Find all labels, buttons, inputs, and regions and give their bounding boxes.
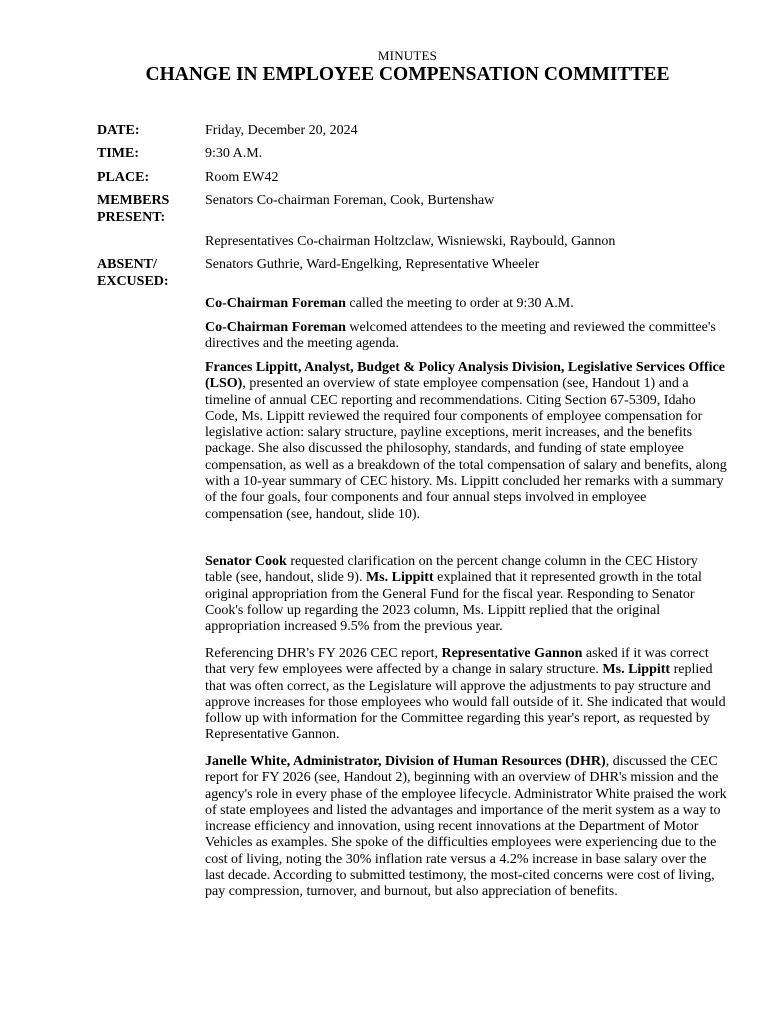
members-present-label bbox=[97, 192, 169, 226]
speaker-name: Co-Chairman Foreman bbox=[205, 320, 346, 335]
speaker-name: Representative Gannon bbox=[441, 646, 583, 661]
date-value: Friday, December 20, 2024 bbox=[205, 123, 358, 138]
paragraph-welcome bbox=[205, 320, 727, 353]
paragraph-dhr-report bbox=[205, 754, 727, 901]
speaker-name: Janelle White, Administrator, Division of Human Resources (DHR) bbox=[205, 754, 606, 769]
absent-label-line-2: EXCUSED: bbox=[97, 274, 169, 289]
members-label-line-1: MEMBERS bbox=[97, 193, 170, 208]
committee-title: CHANGE IN EMPLOYEE COMPENSATION COMMITTEE bbox=[145, 64, 670, 85]
paragraph-text: requested clarification on the percent change column in the CEC History table (see, handout, slide 9). bbox=[205, 554, 698, 586]
absent-label-line-1: ABSENT/ bbox=[97, 257, 157, 272]
members-label-line-2: PRESENT: bbox=[97, 210, 166, 225]
time-value: 9:30 A.M. bbox=[205, 146, 263, 161]
paragraph-call-to-order bbox=[205, 296, 727, 312]
speaker-name: Frances Lippitt, Analyst, Budget & Policy Analysis Division, Legislative Services Office (LSO) bbox=[205, 360, 725, 392]
place-value: Room EW42 bbox=[205, 170, 279, 185]
paragraph-lso-presentation bbox=[205, 360, 727, 523]
speaker-name: Co-Chairman Foreman bbox=[205, 296, 346, 311]
paragraph-text: replied that was often correct, as the Legislature will approve the adjustments to pay structure and approve increases for those employees who would fall outside of it. She indicated that would follow up with information for the Committee regarding this year's report, as requested by Representative Gannon. bbox=[205, 662, 726, 743]
speaker-name: Senator Cook bbox=[205, 554, 287, 569]
paragraph-text: welcomed attendees to the meeting and reviewed the committee's directives and the meeting agenda. bbox=[205, 320, 716, 352]
absent-value: Senators Guthrie, Ward-Engelking, Representative Wheeler bbox=[205, 257, 540, 272]
paragraph-gannon-question bbox=[205, 646, 727, 744]
speaker-name: Ms. Lippitt bbox=[365, 570, 434, 586]
date-label: DATE: bbox=[97, 123, 140, 138]
paragraph-text: , presented an overview of state employee compensation (see, Handout 1) and a timeline of annual CEC reporting and recommendations. Citing Section 67-5309, Idaho Code, Ms. Lippitt reviewed the required four components of employee compensation for legislative action: salary structure, payline exceptions, merit increases, and the benefits package. She also discussed the philosophy, standards, and funding of state employee compensation, as well as a breakdown of the total compensation of salary and benefits, along with a 10-year summary of CEC history. Ms. Lippitt concluded her remarks with a summary of the four goals, four components and four annual steps involved in employee compensation (see, handout, slide 10). bbox=[205, 376, 727, 522]
absent-excused-label bbox=[97, 256, 169, 290]
speaker-name: Ms. Lippitt bbox=[602, 662, 671, 678]
paragraph-senator-cook-question bbox=[205, 554, 727, 635]
time-label: TIME: bbox=[97, 146, 139, 161]
paragraph-text: called the meeting to order at 9:30 A.M. bbox=[345, 296, 574, 311]
members-senators: Senators Co-chairman Foreman, Cook, Burtenshaw bbox=[205, 193, 495, 208]
paragraph-text: , discussed the CEC report for FY 2026 (see, Handout 2), beginning with an overview of DHR's mission and the agency's role in every phase of the employee lifecycle. Administrator White praised the work of state employees and listed the advantages and importance of the merit system as a way to increase efficiency and innovation, using recent innovations at the Department of Motor Vehicles as examples. She spoke of the difficulties employees were experiencing due to the cost of living, noting the 30% inflation rate versus a 4.2% increase in base salary over the last decade. According to submitted testimony, the most-cited concerns were cost of living, pay compression, turnover, and burnout, but also appreciation of benefits. bbox=[205, 754, 727, 900]
paragraph-text: explained that it represented growth in the total original appropriation from the General Fund for the fiscal year. Responding to Senator Cook's follow up regarding the 2023 column, Ms. Lippitt replied that the original appropriation increased 9.5% from the previous year. bbox=[205, 570, 702, 635]
document-type-label: MINUTES bbox=[377, 48, 438, 63]
place-label: PLACE: bbox=[97, 170, 150, 185]
members-representatives: Representatives Co-chairman Holtzclaw, Wisniewski, Raybould, Gannon bbox=[205, 234, 616, 249]
paragraph-text: Referencing DHR's FY 2026 CEC report, bbox=[205, 646, 442, 661]
paragraph-text: asked if it was correct that very few employees were affected by a change in salary structure. bbox=[205, 646, 709, 678]
